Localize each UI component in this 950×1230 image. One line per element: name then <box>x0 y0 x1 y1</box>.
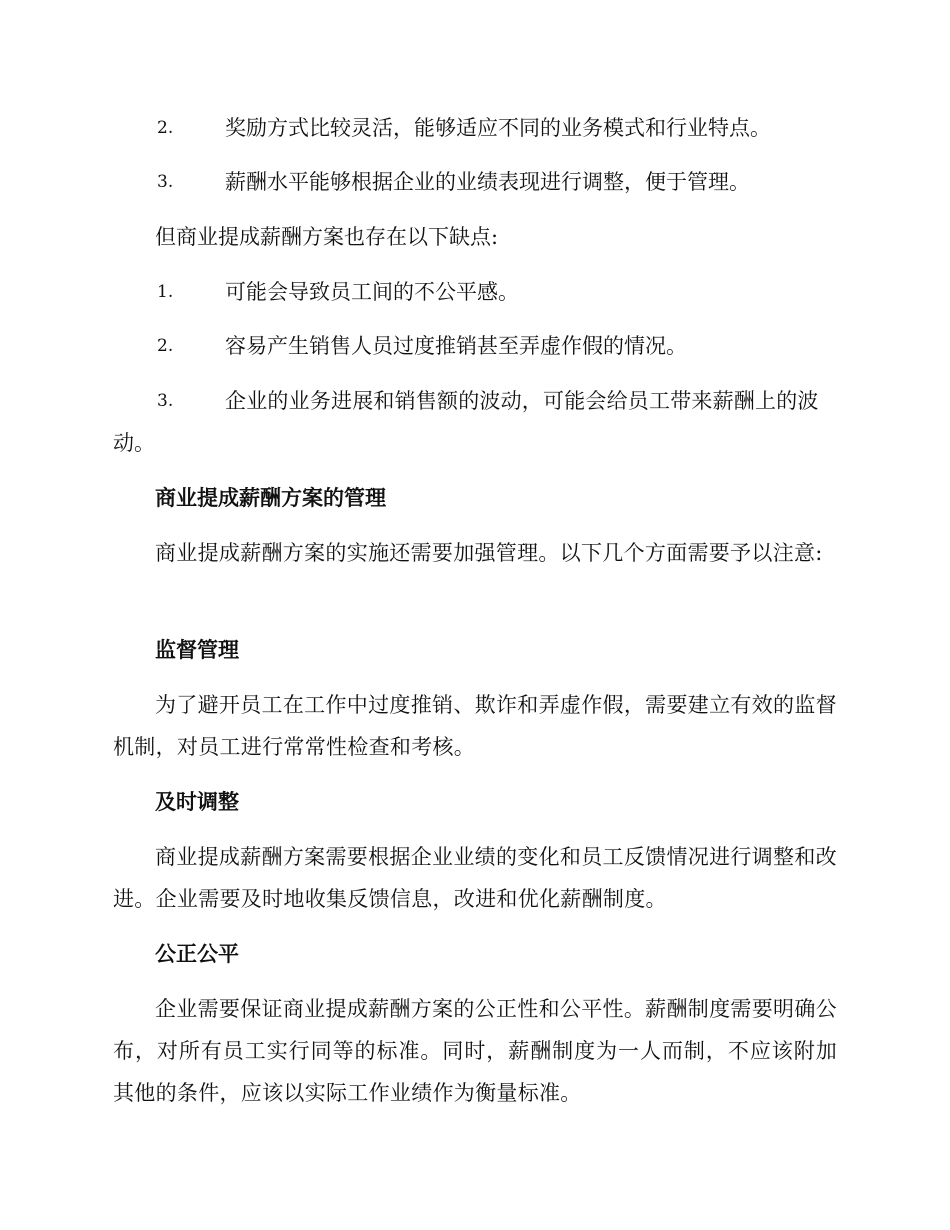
list-number: 3. <box>157 391 174 411</box>
list-item-text-continued: 动。 <box>113 431 155 455</box>
paragraph: 为了避开员工在工作中过度推销、欺诈和弄虚作假，需要建立有效的监督机制，对员工进行常常性检查和考核。 <box>113 693 837 759</box>
list-number: 2. <box>157 118 174 138</box>
paragraph: 商业提成薪酬方案的实施还需要加强管理。以下几个方面需要予以注意: <box>155 541 823 565</box>
list-item-text: 奖励方式比较灵活，能够适应不同的业务模式和行业特点。 <box>225 116 771 140</box>
section-heading: 商业提成薪酬方案的管理 <box>155 486 386 510</box>
paragraph: 商业提成薪酬方案需要根据企业业绩的变化和员工反馈情况进行调整和改进。企业需要及时地收集反馈信息，改进和优化薪酬制度。 <box>113 845 837 911</box>
list-item-text: 容易产生销售人员过度推销甚至弄虚作假的情况。 <box>225 334 687 358</box>
disadvantages-intro: 但商业提成薪酬方案也存在以下缺点: <box>155 225 499 249</box>
subsection-heading: 监督管理 <box>155 638 239 662</box>
list-number: 2. <box>157 336 174 356</box>
list-item-text: 可能会导致员工间的不公平感。 <box>225 280 519 304</box>
paragraph: 企业需要保证商业提成薪酬方案的公正性和公平性。薪酬制度需要明确公布，对所有员工实行同等的标准。同时，薪酬制度为一人而制，不应该附加其他的条件，应该以实际工作业绩作为衡量标准。 <box>113 997 837 1105</box>
list-item-text: 企业的业务进展和销售额的波动，可能会给员工带来薪酬上的波 <box>225 389 819 413</box>
list-number: 1. <box>157 282 174 302</box>
subsection-heading: 及时调整 <box>155 790 239 814</box>
subsection-heading: 公正公平 <box>155 942 239 966</box>
list-number: 3. <box>157 172 174 192</box>
list-item-text: 薪酬水平能够根据企业的业绩表现进行调整，便于管理。 <box>225 170 750 194</box>
